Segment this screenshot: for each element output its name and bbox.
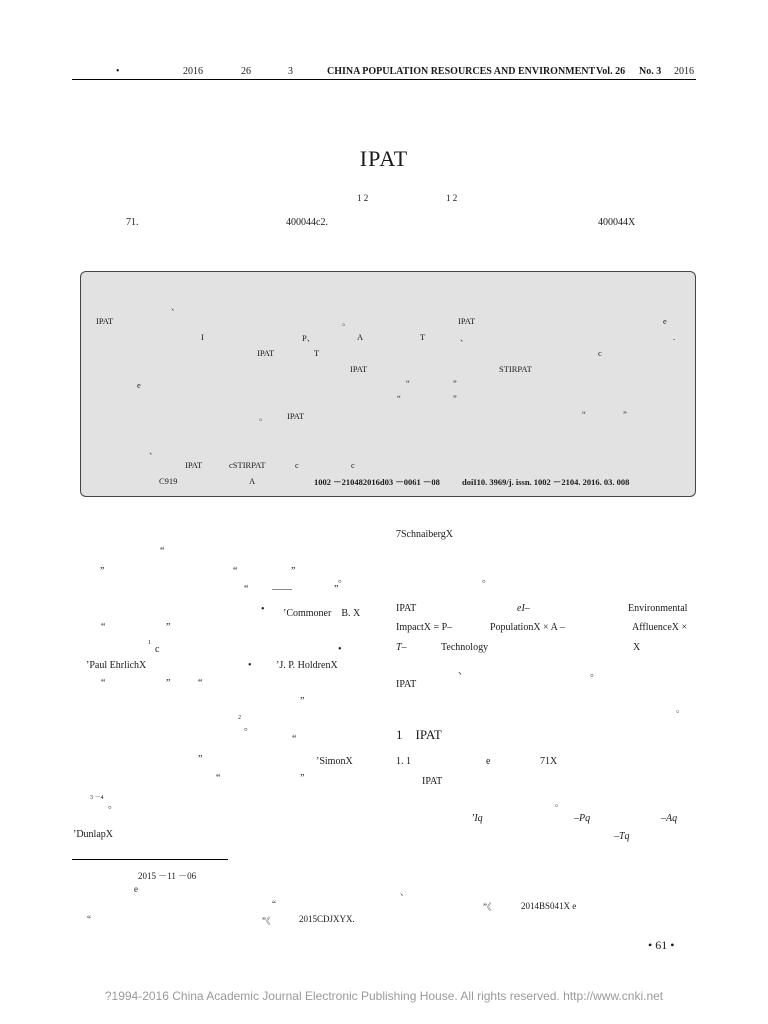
body-text: “ [101,622,106,633]
body-text: —— [272,584,292,595]
abstract-text: IPAT [287,411,305,421]
body-text: 。 [244,722,254,733]
footnote-text: e [134,884,138,894]
body-text: ” [166,622,171,633]
keyword: cSTIRPAT [229,460,266,470]
body-text: 71X [540,756,558,767]
abstract-text: ” [623,409,627,419]
author-superscript-2: 1 2 [446,193,458,203]
abstract-text: 。 [259,412,268,422]
body-text: “ [160,546,165,557]
body-text: • [338,644,342,655]
footnote-text: “ [87,914,91,924]
body-text: “ [233,566,238,577]
header-volume-cn: 26 [241,66,251,77]
body-text: 。 [108,800,118,811]
abstract-text: IPAT [257,348,275,358]
body-text: ’DunlapX [73,829,113,840]
keyword: c [295,460,299,470]
body-text: ’SimonX [316,756,353,767]
header-dot: • [116,66,120,77]
footnote-rule [72,859,228,860]
formula-text: ’Iq [471,813,483,824]
abstract-text: IPAT [350,364,368,374]
body-text: “ [101,678,106,689]
formula-text: ImpactX = P– [396,622,453,633]
abstract-text: 。 [342,317,351,327]
header-issue-cn: 3 [288,66,293,77]
body-text: IPAT [396,603,417,614]
classification-number: C919 [159,476,178,486]
body-text: ” [291,566,296,577]
abstract-box [80,271,696,497]
citation-superscript: 1 [148,640,151,646]
abstract-text: 、 [171,302,180,312]
formula-text: –Tq [614,831,630,842]
abstract-text: “ [406,378,410,388]
body-text: ” [334,584,339,595]
footnote-text: “ [272,899,276,909]
abstract-text: ” [453,393,457,403]
footnote-text: ”《 [483,902,492,912]
body-text: 、 [458,666,468,677]
body-text: ” [300,773,305,784]
body-text: 、 [400,887,410,897]
copyright-footer: ?1994-2016 China Academic Journal Electronic Publishing House. All rights reserved. http://www.cnki.net [104,989,664,1003]
body-text: “ [198,678,203,689]
keyword: IPAT [185,460,203,470]
body-text: “ [292,734,297,745]
abstract-text: 、 [149,446,158,456]
body-text: ’Paul EhrlichX [86,660,147,671]
abstract-text: T [314,348,320,358]
abstract-text: ” [453,378,457,388]
formula-text: AffluenceX × [632,622,688,633]
affiliation-1: 71. [126,217,139,228]
received-date: 2015 －11 －06 [138,871,197,881]
fund-number: 2015CDJXYX. [299,914,355,924]
header-year: 2016 [674,66,694,77]
body-text: IPAT [396,679,417,690]
author-superscript-1: 1 2 [357,193,369,203]
body-text: 。 [590,668,600,679]
header-volume: Vol. 26 [596,66,626,77]
header-rule [72,79,696,80]
header-issue: No. 3 [639,66,662,77]
body-text: “ [216,773,221,784]
body-text: ’Commoner B. X [283,608,361,619]
body-text: • [248,660,252,671]
abstract-text: I [201,332,204,342]
body-text: Environmental [628,603,688,614]
formula-text: –Aq [661,813,678,824]
formula-text: PopulationX × A – [490,622,565,633]
abstract-text: e [137,380,141,390]
citation-superscript: 3 －4 [90,795,104,801]
body-text: IPAT [422,776,443,787]
abstract-text: IPAT [96,316,114,326]
abstract-text: c [598,348,602,358]
fund-number: 2014BS041X e [521,901,577,911]
abstract-text: P、 [302,333,316,343]
body-text: • [261,604,265,615]
header-year-cn: 2016 [183,66,203,77]
abstract-text: 、 [460,333,469,343]
body-text: 。 [676,704,686,714]
citation-superscript: 2 [238,715,241,721]
body-text: ” [198,754,203,765]
body-text: 。 [338,574,348,585]
abstract-text: A [357,332,364,342]
affiliation-2: 400044c2. [286,217,328,228]
body-text: Technology [441,642,489,653]
document-code: A [249,476,256,486]
body-text: ” [300,696,305,707]
keyword: c [351,460,355,470]
abstract-text: “ [397,393,401,403]
abstract-text: STIRPAT [499,364,532,374]
section-heading: 1 IPAT [396,727,442,742]
article-title: IPAT [359,146,409,171]
formula-text: eI– [517,603,530,614]
subsection-number: 1. 1 [396,756,411,767]
article-number: 1002 －210482016d03 －0061 －08 [314,477,440,487]
body-text: ’J. P. HoldrenX [276,660,338,671]
abstract-text: . [673,332,676,342]
header-journal-name: CHINA POPULATION RESOURCES AND ENVIRONMENT [327,66,596,77]
abstract-text: e [663,316,667,326]
body-text: c [155,644,160,655]
body-text: ” [166,678,171,689]
body-text: X [633,642,641,653]
formula-text: –Pq [574,813,591,824]
body-text: “ [244,584,249,595]
body-text: 。 [482,574,492,585]
footnote-text: ”《 [262,916,271,926]
abstract-text: IPAT [458,316,476,326]
body-text: ” [100,566,105,577]
abstract-text: T [420,332,426,342]
body-text: e [486,756,491,767]
body-text: 7SchnaibergX [396,529,454,540]
abstract-text: “ [582,409,586,419]
formula-text: T– [396,642,407,653]
doi: doiI10. 3969/j. issn. 1002 －2104. 2016. 03. 008 [462,477,630,487]
page-number: • 61 • [648,938,675,952]
body-text: 。 [555,798,565,808]
affiliation-3: 400044X [598,217,636,228]
